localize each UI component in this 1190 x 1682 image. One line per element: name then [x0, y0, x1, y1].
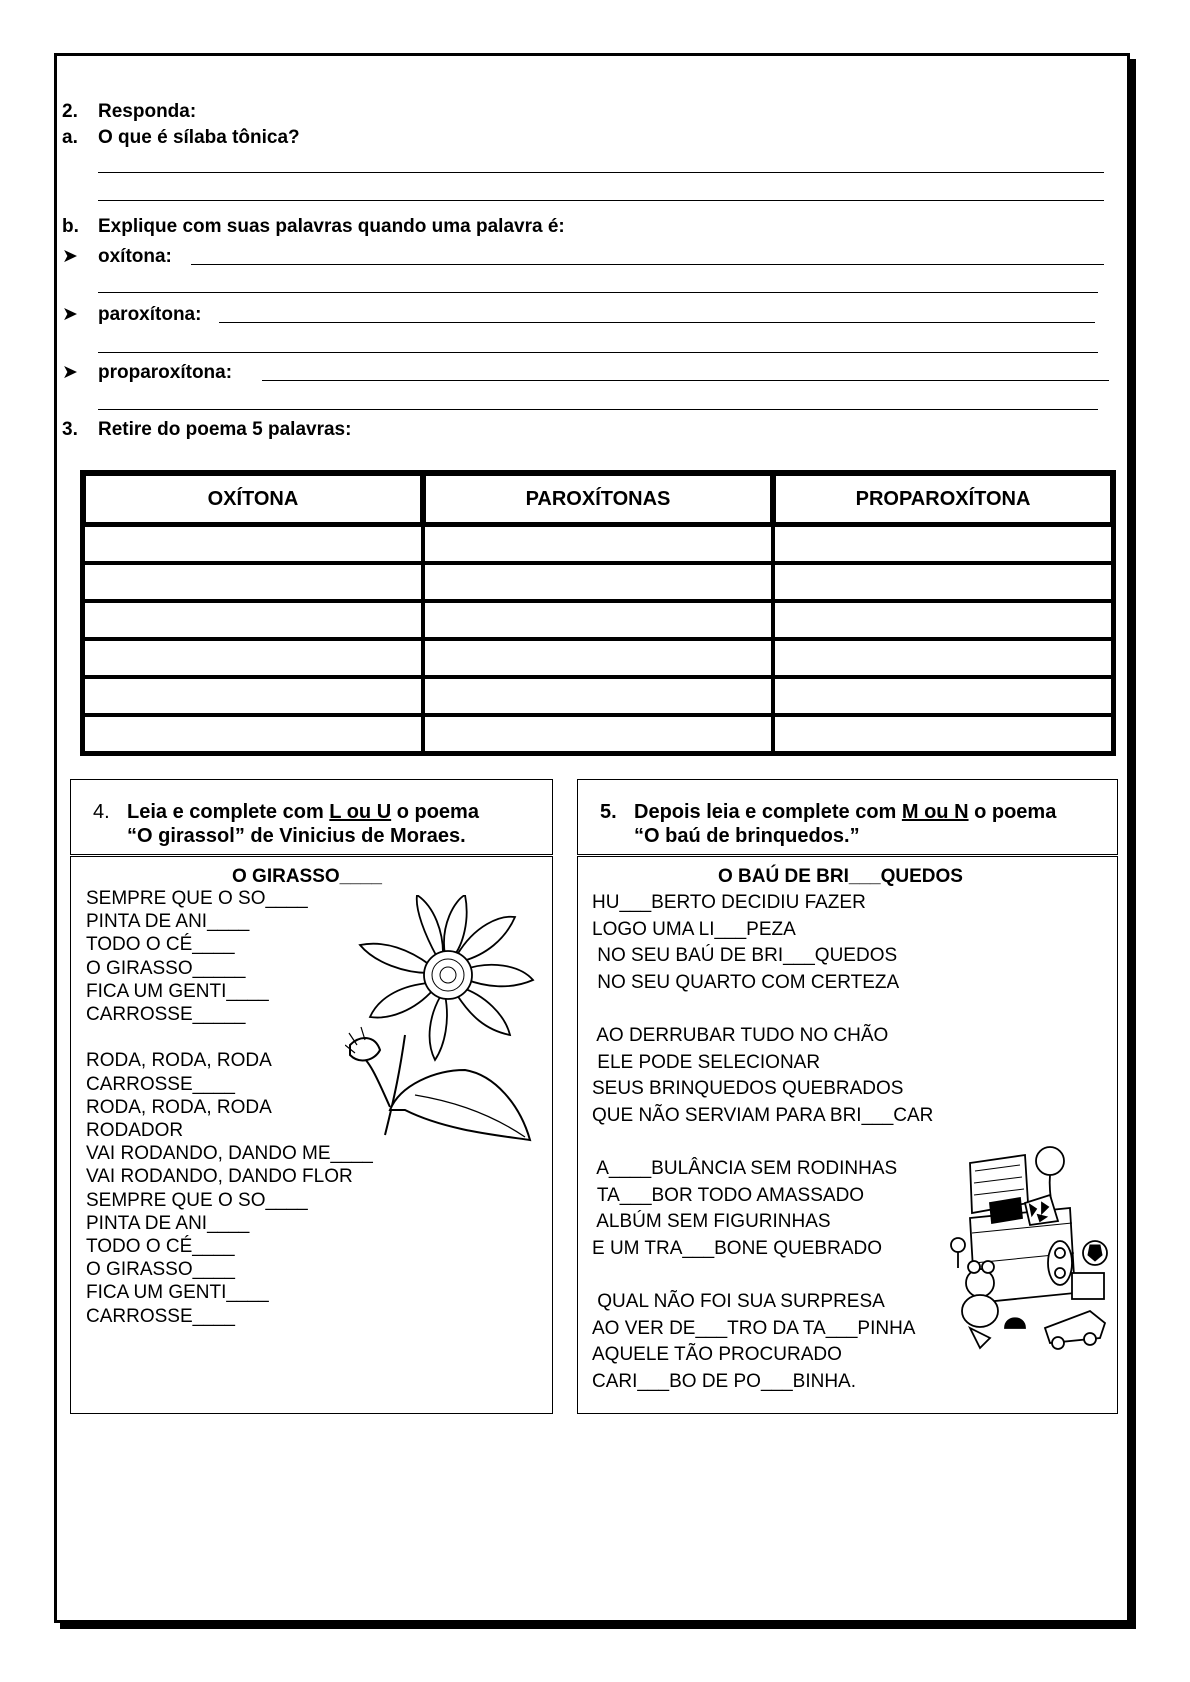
poem-line: CARROSSE____ — [86, 1073, 235, 1095]
poem-line: SEMPRE QUE O SO____ — [86, 1189, 308, 1211]
q2b-item-oxitona — [62, 245, 172, 268]
poem-line: QUE NÃO SERVIAM PARA BRI___CAR — [592, 1104, 934, 1126]
poem-line: AO DERRUBAR TUDO NO CHÃO — [592, 1024, 889, 1046]
answer-line[interactable] — [98, 172, 1104, 173]
table-cell[interactable] — [423, 563, 773, 601]
q5-poem-title: O BAÚ DE BRI___QUEDOS — [718, 866, 963, 887]
table-cell[interactable] — [423, 715, 773, 753]
poem-line: SEUS BRINQUEDOS QUEBRADOS — [592, 1078, 904, 1100]
poem-line: A____BULÂNCIA SEM RODINHAS — [592, 1157, 898, 1179]
q5-highlight: M ou N — [901, 801, 969, 823]
answer-line[interactable] — [98, 409, 1098, 410]
poem-line: RODADOR — [86, 1120, 184, 1142]
arrow-bullet-icon: ➤ — [62, 246, 78, 267]
poem-line: TA___BOR TODO AMASSADO — [592, 1184, 865, 1206]
table-cell[interactable] — [83, 677, 423, 715]
q5-number: 5. — [600, 801, 617, 823]
q2b-item-label: proparoxítona: — [98, 362, 233, 383]
q4-text-2: o poema — [391, 801, 479, 823]
table-cell[interactable] — [773, 677, 1113, 715]
q3-heading — [62, 419, 351, 441]
q4-text-1: Leia e complete com — [127, 801, 330, 823]
poem-line — [592, 1262, 933, 1289]
poem-line: VAI RODANDO, DANDO ME____ — [86, 1143, 373, 1165]
q2b-question — [62, 216, 565, 238]
poem-line: PINTA DE ANI____ — [86, 1212, 250, 1234]
poem-line: SEMPRE QUE O SO____ — [86, 888, 308, 909]
poem-line: PINTA DE ANI____ — [86, 911, 250, 933]
q4-text-3: “O girassol” de Vinicius de Moraes. — [127, 825, 466, 847]
poem-line — [592, 996, 933, 1023]
poem-line: FICA UM GENTI____ — [86, 980, 269, 1002]
poem-line: ELE PODE SELECIONAR — [592, 1051, 821, 1073]
answer-line[interactable] — [98, 200, 1104, 201]
toy-chest-illustration — [950, 1143, 1110, 1353]
table-row — [83, 525, 1113, 563]
poem-line: O GIRASSO_____ — [86, 957, 246, 979]
table-cell[interactable] — [773, 601, 1113, 639]
q3-title: Retire do poema 5 palavras: — [98, 419, 352, 440]
arrow-bullet-icon: ➤ — [62, 362, 78, 383]
words-table — [80, 470, 1116, 756]
table-cell[interactable] — [773, 563, 1113, 601]
answer-line[interactable] — [98, 352, 1098, 353]
column-header-oxitona: OXÍTONA — [83, 473, 423, 525]
q2-heading — [62, 101, 196, 123]
poem-line: ALBÚM SEM FIGURINHAS — [592, 1211, 831, 1233]
poem-line: LOGO UMA LI___PEZA — [592, 918, 796, 940]
arrow-bullet-icon: ➤ — [62, 304, 78, 325]
poem-line: O GIRASSO____ — [86, 1259, 235, 1281]
q5-instruction-box — [577, 779, 1118, 855]
sunflower-illustration — [345, 895, 535, 1145]
q2a-question — [62, 127, 300, 149]
poem-line: E UM TRA___BONE QUEBRADO — [592, 1237, 883, 1259]
table-cell[interactable] — [83, 525, 423, 563]
table-cell[interactable] — [773, 525, 1113, 563]
q5-instruction — [600, 800, 1110, 848]
poem-line: CARI___BO DE PO___BINHA. — [592, 1370, 856, 1392]
poem-line — [86, 1026, 373, 1049]
q4-highlight: L ou U — [329, 801, 392, 823]
poem-line: RODA, RODA, RODA — [86, 1050, 272, 1072]
poem-line: AO VER DE___TRO DA TA___PINHA — [592, 1317, 916, 1339]
poem-line: HU___BERTO DECIDIU FAZER — [592, 892, 866, 913]
q2b-item-paroxitona — [62, 303, 201, 326]
table-row — [83, 639, 1113, 677]
q2b-item-proparoxitona — [62, 361, 232, 384]
table-cell[interactable] — [773, 639, 1113, 677]
answer-line[interactable] — [98, 292, 1098, 293]
poem-line: CARROSSE____ — [86, 1305, 235, 1327]
q2b-item-label: paroxítona: — [98, 304, 202, 325]
poem-line: TODO O CÉ____ — [86, 934, 235, 956]
q5-text-3: “O baú de brinquedos.” — [634, 825, 860, 847]
table-header-row — [83, 473, 1113, 525]
table-cell[interactable] — [83, 563, 423, 601]
poem-line: CARROSSE_____ — [86, 1004, 246, 1026]
column-header-proparoxitona: PROPAROXÍTONA — [773, 473, 1113, 525]
column-header-paroxitonas: PAROXÍTONAS — [423, 473, 773, 525]
poem-line: QUAL NÃO FOI SUA SURPRESA — [592, 1290, 885, 1312]
q2b-letter: b. — [62, 216, 79, 237]
q2a-text: O que é sílaba tônica? — [98, 127, 300, 148]
q4-poem-title: O GIRASSO____ — [232, 866, 382, 887]
table-cell[interactable] — [83, 715, 423, 753]
q5-poem — [592, 890, 933, 1395]
q2-number: 2. — [62, 101, 78, 122]
q4-instruction-box — [70, 779, 553, 855]
table-cell[interactable] — [773, 715, 1113, 753]
table-cell[interactable] — [423, 677, 773, 715]
q5-text-2: o poema — [968, 801, 1057, 823]
q2b-text: Explique com suas palavras quando uma palavra é: — [98, 216, 565, 237]
q5-text-1: Depois leia e complete com — [634, 801, 902, 823]
q2-title: Responda: — [98, 101, 197, 122]
table-cell[interactable] — [423, 601, 773, 639]
table-row — [83, 601, 1113, 639]
table-row — [83, 563, 1113, 601]
answer-line[interactable] — [219, 322, 1095, 323]
table-cell[interactable] — [423, 525, 773, 563]
table-row — [83, 715, 1113, 753]
answer-line[interactable] — [191, 264, 1104, 265]
q4-poem — [86, 887, 373, 1328]
q4-instruction — [93, 800, 543, 848]
poem-line: FICA UM GENTI____ — [86, 1282, 269, 1304]
table-cell[interactable] — [423, 639, 773, 677]
q3-number: 3. — [62, 419, 78, 440]
q4-number: 4. — [93, 801, 110, 823]
poem-line: RODA, RODA, RODA — [86, 1096, 272, 1118]
poem-line: AQUELE TÃO PROCURADO — [592, 1344, 842, 1366]
q2b-item-label: oxítona: — [98, 246, 172, 267]
poem-line: VAI RODANDO, DANDO FLOR — [86, 1166, 353, 1188]
table-cell[interactable] — [83, 639, 423, 677]
poem-line: NO SEU QUARTO COM CERTEZA — [592, 971, 900, 993]
poem-line: NO SEU BAÚ DE BRI___QUEDOS — [592, 945, 898, 967]
answer-line[interactable] — [262, 380, 1109, 381]
poem-line: TODO O CÉ____ — [86, 1236, 235, 1258]
poem-line — [592, 1129, 933, 1156]
q2a-letter: a. — [62, 127, 78, 148]
table-row — [83, 677, 1113, 715]
table-cell[interactable] — [83, 601, 423, 639]
